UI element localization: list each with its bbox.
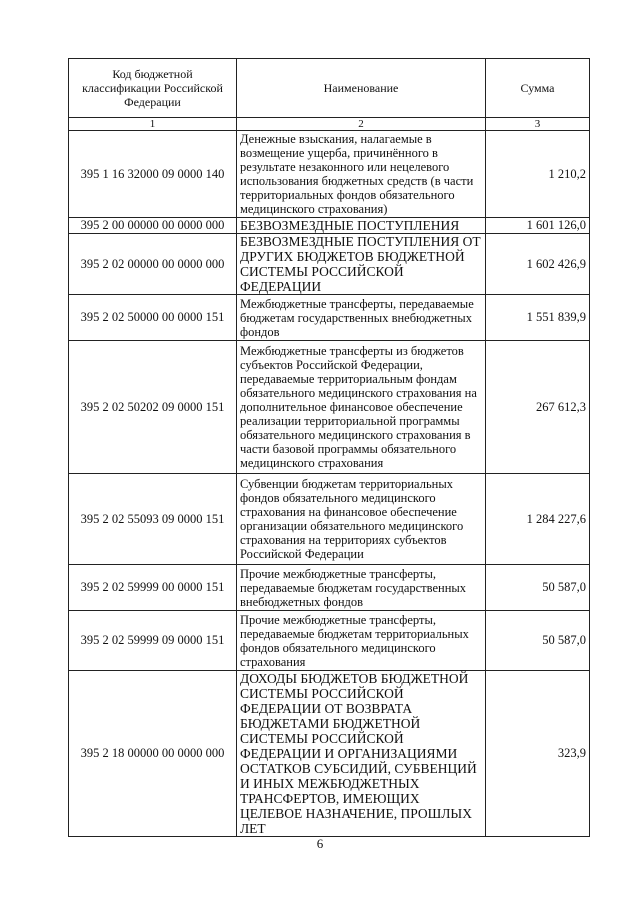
row-sum: 1 602 426,9 [486,234,590,295]
row-name: Прочие межбюджетные трансферты, передаваемые бюджетам территориальных фондов обязательного медицинского страхования [237,611,486,671]
table-row [69,671,590,837]
page-number: 6 [316,836,324,851]
row-code: 395 2 02 55093 09 0000 151 [69,474,237,565]
table-row [69,341,590,474]
row-sum: 50 587,0 [486,611,590,671]
table-row [69,611,590,671]
table-row [69,474,590,565]
table-row [69,295,590,341]
row-name: БЕЗВОЗМЕЗДНЫЕ ПОСТУПЛЕНИЯ [237,218,486,234]
row-code: 395 2 02 59999 09 0000 151 [69,611,237,671]
header-sum: Сумма [486,59,590,118]
row-sum: 267 612,3 [486,341,590,474]
row-code: 395 2 02 50202 09 0000 151 [69,341,237,474]
row-code: 395 1 16 32000 09 0000 140 [69,131,237,218]
row-code: 395 2 18 00000 00 0000 000 [69,671,237,837]
table-row [69,565,590,611]
column-number: 1 [69,118,237,131]
row-name: Денежные взыскания, налагаемые в возмещение ущерба, причинённого в результате незаконного или нецелевого использования бюджетных средств (в части территориальных фондов обязательного медицинского страхования) [237,131,486,218]
row-name: Межбюджетные трансферты из бюджетов субъектов Российской Федерации, передаваемые территориальным фондам обязательного медицинского страхования на дополнительное финансовое обеспечение реализации территориальной программы обязательного медицинского страхования в части базовой программы обязательного медицинского страхования [237,341,486,474]
row-name: Субвенции бюджетам территориальных фондов обязательного медицинского страхования на финансовое обеспечение организации обязательного медицинского страхования на территориях субъектов Российской Федерации [237,474,486,565]
table-row [69,131,590,218]
row-name: ДОХОДЫ БЮДЖЕТОВ БЮДЖЕТНОЙ СИСТЕМЫ РОССИЙСКОЙ ФЕДЕРАЦИИ ОТ ВОЗВРАТА БЮДЖЕТАМИ БЮДЖЕТНОЙ СИСТЕМЫ РОССИЙСКОЙ ФЕДЕРАЦИИ И ОРГАНИЗАЦИЯМИ ОСТАТКОВ СУБСИДИЙ, СУБВЕНЦИЙ И ИНЫХ МЕЖБЮДЖЕТНЫХ ТРАНСФЕРТОВ, ИМЕЮЩИХ ЦЕЛЕВОЕ НАЗНАЧЕНИЕ, ПРОШЛЫХ ЛЕТ [237,671,486,837]
column-number-row [69,118,590,131]
row-sum: 50 587,0 [486,565,590,611]
row-code: 395 2 00 00000 00 0000 000 [69,218,237,234]
header-name: Наименование [237,59,486,118]
row-sum: 1 601 126,0 [486,218,590,234]
row-code: 395 2 02 59999 00 0000 151 [69,565,237,611]
row-name: БЕЗВОЗМЕЗДНЫЕ ПОСТУПЛЕНИЯ ОТ ДРУГИХ БЮДЖЕТОВ БЮДЖЕТНОЙ СИСТЕМЫ РОССИЙСКОЙ ФЕДЕРАЦИИ [237,234,486,295]
budget-table [68,58,590,837]
column-number: 3 [486,118,590,131]
row-code: 395 2 02 50000 00 0000 151 [69,295,237,341]
table-row [69,234,590,295]
row-name: Межбюджетные трансферты, передаваемые бюджетам государственных внебюджетных фондов [237,295,486,341]
row-name: Прочие межбюджетные трансферты, передаваемые бюджетам государственных внебюджетных фондов [237,565,486,611]
row-sum: 1 551 839,9 [486,295,590,341]
row-code: 395 2 02 00000 00 0000 000 [69,234,237,295]
table-row [69,218,590,234]
row-sum: 1 210,2 [486,131,590,218]
table-header-row [69,59,590,118]
row-sum: 323,9 [486,671,590,837]
row-sum: 1 284 227,6 [486,474,590,565]
header-code: Код бюджетной классификации Российской Федерации [69,59,237,118]
column-number: 2 [237,118,486,131]
